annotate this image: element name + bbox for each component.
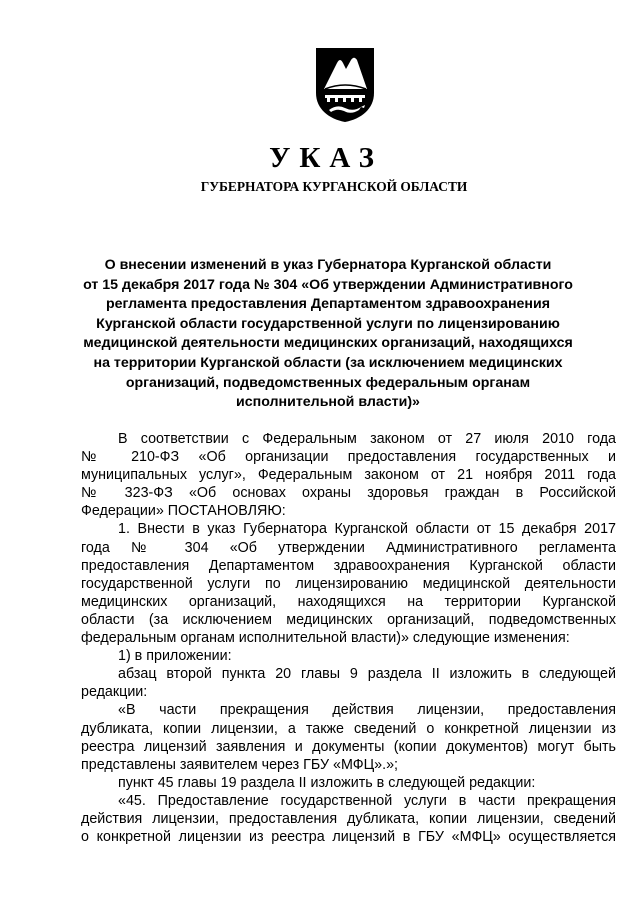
body-line: о конкретной лицензии из реестра лицензий в ГБУ «МФЦ» осуществляется [81, 829, 616, 846]
body-line: реестра лицензий заявления и документы (копии документов) могут быть [81, 738, 616, 755]
coat-of-arms-emblem [315, 47, 375, 123]
body-line: федеральным органам исполнительной власти)» следующие изменения: [81, 630, 570, 647]
body-line: муниципальных услуг», Федеральным законом от 21 ноября 2011 года [81, 467, 616, 484]
heading-line: О внесении изменений в указ Губернатора Курганской области [104, 257, 552, 273]
body-line: № 323-ФЗ «Об основах охраны здоровья граждан в Российской [81, 485, 616, 502]
body-line: пункт 45 главы 19 раздела II изложить в следующей редакции: [118, 774, 536, 791]
heading-line: от 15 декабря 2017 года № 304 «Об утверждении Административного [83, 276, 573, 293]
body-line: года № 304 «Об утверждении Административного регламента [81, 539, 616, 556]
body-line: 1. Внести в указ Губернатора Курганской области от 15 декабря 2017 [118, 521, 616, 538]
decree-issuer: ГУБЕРНАТОРА КУРГАНСКОЙ ОБЛАСТИ [200, 179, 468, 194]
heading-line: на территории Курганской области (за исключением медицинских [93, 354, 563, 371]
body-line: медицинских организаций, находящихся на территории Курганской [81, 593, 616, 610]
body-line: государственной услуги по лицензированию медицинской деятельности [81, 575, 616, 592]
heading-line: медицинской деятельности медицинских организаций, находящихся [83, 335, 573, 352]
body-line: действия лицензии, предоставления дубликата, копии лицензии, сведений [81, 810, 616, 827]
body-line: Федерации» ПОСТАНОВЛЯЮ: [81, 503, 286, 520]
heading-line: организаций, подведомственных федеральным органам [125, 374, 531, 391]
body-line: «В части прекращения действия лицензии, предоставления [118, 702, 616, 719]
decree-body [81, 430, 616, 846]
body-line: области (за исключением медицинских организаций, подведомственных [81, 611, 616, 628]
heading-line: регламента предоставления Департаментом здравоохранения [105, 296, 551, 313]
body-line: № 210-ФЗ «Об организации предоставления государственных и [81, 449, 616, 466]
decree-title: УКАЗ [269, 142, 383, 174]
body-line: «45. Предоставление государственной услуги в части прекращения [118, 792, 616, 809]
body-line: предоставления Департаментом здравоохранения Курганской области [81, 557, 616, 574]
body-line: В соответствии с Федеральным законом от 27 июля 2010 года [118, 431, 616, 447]
body-line: представлены заявителем через ГБУ «МФЦ».»; [81, 756, 399, 773]
heading-line: исполнительной власти)» [236, 394, 420, 411]
heading-line: Курганской области государственной услуги по лицензированию [96, 315, 560, 332]
decree-heading [80, 256, 576, 413]
body-line: дубликата, копии лицензии, а также сведений о конкретной лицензии из [81, 720, 616, 737]
body-line: абзац второй пункта 20 главы 9 раздела II изложить в следующей [118, 666, 616, 683]
body-line: 1) в приложении: [118, 648, 232, 665]
body-line: редакции: [81, 684, 148, 701]
